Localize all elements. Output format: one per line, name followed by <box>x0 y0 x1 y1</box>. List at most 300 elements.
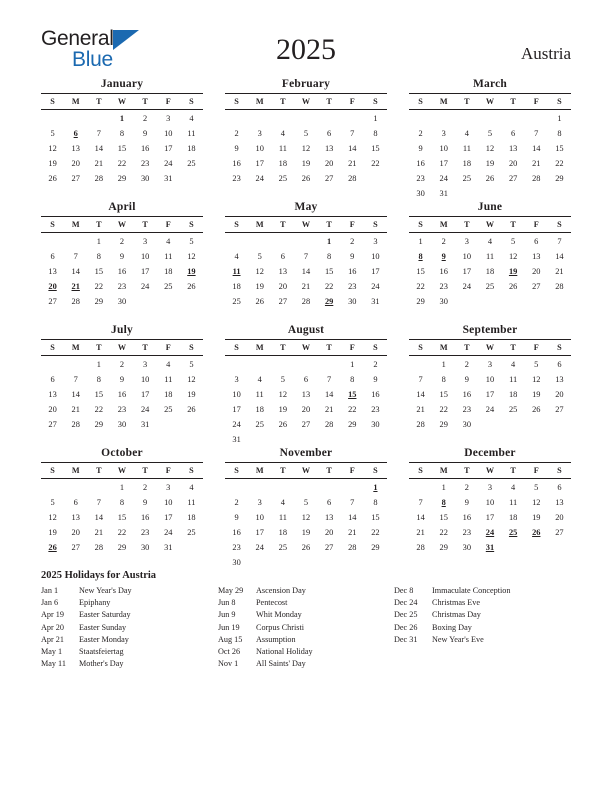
day-cell[interactable]: 26 <box>301 173 311 183</box>
day-cell[interactable]: 23 <box>439 281 448 291</box>
day-cell[interactable]: 4 <box>464 128 469 138</box>
day-cell[interactable]: 5 <box>534 482 539 492</box>
day-cell[interactable]: 8 <box>327 251 332 261</box>
day-cell[interactable]: 9 <box>373 374 378 384</box>
day-cell-holiday[interactable]: 29 <box>324 296 334 306</box>
day-cell-holiday[interactable]: 9 <box>441 251 446 261</box>
day-cell[interactable]: 29 <box>117 173 127 183</box>
day-cell[interactable]: 14 <box>416 512 425 522</box>
day-cell[interactable]: 27 <box>324 173 334 183</box>
day-cell[interactable]: 26 <box>187 281 196 291</box>
day-cell[interactable]: 1 <box>441 482 446 492</box>
day-cell[interactable]: 23 <box>232 542 241 552</box>
day-cell[interactable]: 26 <box>508 281 518 291</box>
day-cell[interactable]: 5 <box>50 497 55 507</box>
day-cell[interactable]: 29 <box>371 542 380 552</box>
day-cell[interactable]: 26 <box>278 419 288 429</box>
day-cell[interactable]: 10 <box>485 374 495 384</box>
day-cell[interactable]: 5 <box>303 497 309 507</box>
day-cell[interactable]: 1 <box>441 359 446 369</box>
day-cell[interactable]: 25 <box>508 404 518 414</box>
day-cell[interactable]: 5 <box>189 359 194 369</box>
day-cell[interactable]: 25 <box>278 173 288 183</box>
day-cell[interactable]: 4 <box>511 359 516 369</box>
day-cell[interactable]: 14 <box>324 389 334 399</box>
day-cell[interactable]: 3 <box>441 128 446 138</box>
day-cell[interactable]: 3 <box>143 236 148 246</box>
day-cell[interactable]: 4 <box>257 374 262 384</box>
day-cell[interactable]: 16 <box>117 266 127 276</box>
day-cell[interactable]: 10 <box>485 497 495 507</box>
day-cell[interactable]: 10 <box>371 251 380 261</box>
day-cell[interactable]: 12 <box>301 512 311 522</box>
day-cell[interactable]: 22 <box>94 281 104 291</box>
day-cell[interactable]: 19 <box>301 527 311 537</box>
day-cell[interactable]: 28 <box>324 419 334 429</box>
day-cell[interactable]: 23 <box>462 404 472 414</box>
day-cell[interactable]: 5 <box>189 236 194 246</box>
day-cell[interactable]: 5 <box>50 128 55 138</box>
day-cell[interactable]: 26 <box>255 296 264 306</box>
day-cell[interactable]: 13 <box>278 266 288 276</box>
day-cell[interactable]: 9 <box>119 251 125 261</box>
day-cell[interactable]: 31 <box>439 188 448 198</box>
day-cell[interactable]: 14 <box>555 251 564 261</box>
day-cell[interactable]: 9 <box>464 374 469 384</box>
day-cell[interactable]: 23 <box>371 404 380 414</box>
day-cell[interactable]: 24 <box>485 404 495 414</box>
day-cell[interactable]: 18 <box>187 512 196 522</box>
day-cell[interactable]: 22 <box>348 404 357 414</box>
day-cell[interactable]: 22 <box>439 527 448 537</box>
day-cell[interactable]: 13 <box>508 143 518 153</box>
day-cell[interactable]: 3 <box>373 236 378 246</box>
day-cell-holiday[interactable]: 11 <box>232 266 241 276</box>
day-cell[interactable]: 4 <box>487 236 493 246</box>
day-cell[interactable]: 6 <box>327 497 332 507</box>
day-cell[interactable]: 14 <box>301 266 311 276</box>
day-cell[interactable]: 6 <box>50 251 55 261</box>
day-cell[interactable]: 9 <box>234 512 239 522</box>
day-cell[interactable]: 18 <box>255 404 264 414</box>
day-cell[interactable]: 12 <box>508 251 518 261</box>
day-cell[interactable]: 22 <box>371 158 380 168</box>
day-cell[interactable]: 10 <box>255 512 264 522</box>
day-cell[interactable]: 2 <box>119 359 125 369</box>
day-cell[interactable]: 25 <box>187 158 196 168</box>
day-cell[interactable]: 20 <box>278 281 288 291</box>
day-cell[interactable]: 1 <box>418 236 423 246</box>
day-cell[interactable]: 24 <box>462 281 472 291</box>
day-cell[interactable]: 26 <box>485 173 495 183</box>
day-cell[interactable]: 6 <box>557 359 562 369</box>
day-cell[interactable]: 16 <box>462 512 472 522</box>
day-cell[interactable]: 2 <box>464 482 469 492</box>
day-cell[interactable]: 14 <box>94 512 104 522</box>
day-cell[interactable]: 8 <box>373 128 378 138</box>
day-cell[interactable]: 27 <box>48 419 57 429</box>
day-cell[interactable]: 12 <box>532 497 541 507</box>
day-cell[interactable]: 8 <box>441 374 446 384</box>
day-cell[interactable]: 28 <box>71 419 80 429</box>
day-cell[interactable]: 7 <box>73 251 78 261</box>
day-cell[interactable]: 11 <box>187 128 196 138</box>
day-cell[interactable]: 13 <box>324 143 334 153</box>
day-cell[interactable]: 13 <box>71 143 80 153</box>
day-cell[interactable]: 17 <box>164 143 173 153</box>
day-cell[interactable]: 17 <box>255 158 264 168</box>
day-cell[interactable]: 5 <box>303 128 309 138</box>
day-cell-holiday[interactable]: 8 <box>441 497 446 507</box>
day-cell[interactable]: 4 <box>280 497 285 507</box>
day-cell[interactable]: 21 <box>348 527 357 537</box>
day-cell[interactable]: 15 <box>94 389 104 399</box>
day-cell[interactable]: 8 <box>119 128 125 138</box>
day-cell[interactable]: 8 <box>96 374 101 384</box>
day-cell[interactable]: 2 <box>119 236 125 246</box>
day-cell[interactable]: 6 <box>303 374 309 384</box>
day-cell[interactable]: 18 <box>278 527 288 537</box>
day-cell[interactable]: 2 <box>441 236 446 246</box>
day-cell[interactable]: 20 <box>324 158 334 168</box>
day-cell[interactable]: 3 <box>166 482 171 492</box>
day-cell[interactable]: 27 <box>324 542 334 552</box>
day-cell[interactable]: 24 <box>164 158 173 168</box>
day-cell[interactable]: 23 <box>462 527 472 537</box>
day-cell-holiday[interactable]: 26 <box>48 542 57 552</box>
day-cell[interactable]: 26 <box>532 404 541 414</box>
day-cell[interactable]: 9 <box>143 497 148 507</box>
day-cell[interactable]: 12 <box>48 512 57 522</box>
day-cell[interactable]: 25 <box>164 404 173 414</box>
day-cell-holiday[interactable]: 24 <box>485 527 495 537</box>
day-cell[interactable]: 4 <box>166 359 171 369</box>
day-cell[interactable]: 2 <box>464 359 469 369</box>
day-cell[interactable]: 10 <box>140 251 150 261</box>
day-cell[interactable]: 14 <box>532 143 541 153</box>
day-cell[interactable]: 19 <box>301 158 311 168</box>
day-cell[interactable]: 20 <box>48 404 57 414</box>
day-cell[interactable]: 28 <box>94 173 104 183</box>
day-cell[interactable]: 11 <box>462 143 471 153</box>
day-cell[interactable]: 11 <box>164 251 173 261</box>
day-cell[interactable]: 25 <box>164 281 173 291</box>
day-cell[interactable]: 20 <box>71 158 80 168</box>
day-cell[interactable]: 30 <box>117 296 127 306</box>
day-cell[interactable]: 23 <box>140 527 150 537</box>
day-cell[interactable]: 27 <box>555 527 564 537</box>
day-cell[interactable]: 5 <box>534 359 539 369</box>
day-cell[interactable]: 29 <box>348 419 357 429</box>
day-cell[interactable]: 25 <box>232 296 241 306</box>
day-cell[interactable]: 20 <box>555 389 564 399</box>
day-cell[interactable]: 12 <box>301 143 311 153</box>
day-cell[interactable]: 18 <box>232 281 241 291</box>
day-cell[interactable]: 10 <box>232 389 241 399</box>
day-cell[interactable]: 24 <box>140 404 150 414</box>
day-cell[interactable]: 16 <box>117 389 127 399</box>
day-cell[interactable]: 15 <box>371 143 380 153</box>
day-cell[interactable]: 30 <box>140 173 150 183</box>
day-cell[interactable]: 21 <box>532 158 541 168</box>
day-cell[interactable]: 22 <box>416 281 425 291</box>
day-cell-holiday[interactable]: 20 <box>48 281 57 291</box>
day-cell[interactable]: 29 <box>439 542 448 552</box>
day-cell[interactable]: 31 <box>232 434 241 444</box>
day-cell[interactable]: 14 <box>348 512 357 522</box>
day-cell[interactable]: 25 <box>485 281 495 291</box>
day-cell-holiday[interactable]: 8 <box>418 251 423 261</box>
day-cell[interactable]: 24 <box>232 419 241 429</box>
day-cell[interactable]: 24 <box>255 173 264 183</box>
day-cell[interactable]: 18 <box>485 266 495 276</box>
day-cell[interactable]: 7 <box>534 128 539 138</box>
day-cell[interactable]: 28 <box>71 296 80 306</box>
day-cell-holiday[interactable]: 31 <box>485 542 495 552</box>
day-cell[interactable]: 10 <box>462 251 472 261</box>
day-cell[interactable]: 21 <box>94 158 104 168</box>
day-cell[interactable]: 19 <box>255 281 264 291</box>
day-cell[interactable]: 14 <box>71 389 80 399</box>
day-cell[interactable]: 17 <box>485 389 495 399</box>
day-cell[interactable]: 6 <box>511 128 516 138</box>
day-cell[interactable]: 21 <box>416 527 425 537</box>
day-cell[interactable]: 23 <box>140 158 150 168</box>
day-cell[interactable]: 6 <box>73 497 78 507</box>
day-cell[interactable]: 3 <box>257 128 262 138</box>
day-cell[interactable]: 1 <box>350 359 355 369</box>
day-cell[interactable]: 18 <box>508 389 518 399</box>
day-cell-holiday[interactable]: 19 <box>508 266 518 276</box>
day-cell[interactable]: 15 <box>416 266 425 276</box>
day-cell[interactable]: 26 <box>187 404 196 414</box>
day-cell[interactable]: 22 <box>371 527 380 537</box>
day-cell[interactable]: 12 <box>278 389 288 399</box>
day-cell[interactable]: 13 <box>71 512 80 522</box>
day-cell[interactable]: 14 <box>71 266 80 276</box>
day-cell[interactable]: 19 <box>532 389 541 399</box>
day-cell[interactable]: 4 <box>234 251 239 261</box>
day-cell[interactable]: 22 <box>117 158 127 168</box>
day-cell[interactable]: 31 <box>164 542 173 552</box>
day-cell[interactable]: 16 <box>232 158 241 168</box>
day-cell[interactable]: 20 <box>532 266 541 276</box>
day-cell[interactable]: 22 <box>117 527 127 537</box>
day-cell[interactable]: 28 <box>94 542 104 552</box>
day-cell[interactable]: 7 <box>303 251 309 261</box>
day-cell[interactable]: 18 <box>462 158 472 168</box>
day-cell[interactable]: 18 <box>508 512 518 522</box>
day-cell[interactable]: 11 <box>278 512 287 522</box>
day-cell[interactable]: 7 <box>418 497 423 507</box>
day-cell[interactable]: 4 <box>189 113 194 123</box>
day-cell[interactable]: 30 <box>462 542 472 552</box>
day-cell[interactable]: 27 <box>532 281 541 291</box>
day-cell[interactable]: 7 <box>350 128 355 138</box>
day-cell[interactable]: 10 <box>164 128 173 138</box>
day-cell[interactable]: 25 <box>462 173 472 183</box>
day-cell[interactable]: 17 <box>164 512 173 522</box>
day-cell[interactable]: 11 <box>485 251 495 261</box>
day-cell[interactable]: 3 <box>143 359 148 369</box>
day-cell[interactable]: 1 <box>96 359 101 369</box>
day-cell-holiday[interactable]: 25 <box>508 527 518 537</box>
day-cell[interactable]: 17 <box>140 389 150 399</box>
day-cell[interactable]: 16 <box>416 158 425 168</box>
day-cell[interactable]: 5 <box>257 251 262 261</box>
day-cell[interactable]: 25 <box>278 542 288 552</box>
day-cell[interactable]: 7 <box>418 374 423 384</box>
day-cell[interactable]: 13 <box>48 266 57 276</box>
day-cell[interactable]: 16 <box>140 512 150 522</box>
day-cell[interactable]: 15 <box>117 512 127 522</box>
day-cell-holiday[interactable]: 1 <box>119 113 125 123</box>
day-cell[interactable]: 28 <box>348 542 357 552</box>
day-cell[interactable]: 2 <box>234 497 239 507</box>
day-cell[interactable]: 15 <box>117 143 127 153</box>
day-cell[interactable]: 16 <box>462 389 472 399</box>
day-cell[interactable]: 16 <box>140 143 150 153</box>
day-cell[interactable]: 30 <box>348 296 357 306</box>
day-cell[interactable]: 8 <box>557 128 562 138</box>
day-cell[interactable]: 2 <box>143 113 148 123</box>
day-cell[interactable]: 7 <box>96 497 101 507</box>
day-cell[interactable]: 5 <box>511 236 516 246</box>
day-cell[interactable]: 18 <box>278 158 288 168</box>
day-cell[interactable]: 7 <box>557 236 562 246</box>
day-cell[interactable]: 8 <box>373 497 378 507</box>
day-cell[interactable]: 19 <box>278 404 288 414</box>
day-cell[interactable]: 4 <box>511 482 516 492</box>
day-cell[interactable]: 6 <box>280 251 285 261</box>
day-cell[interactable]: 29 <box>94 296 104 306</box>
day-cell[interactable]: 7 <box>73 374 78 384</box>
day-cell[interactable]: 11 <box>187 497 196 507</box>
day-cell[interactable]: 23 <box>117 404 127 414</box>
day-cell[interactable]: 28 <box>416 542 425 552</box>
day-cell[interactable]: 17 <box>439 158 448 168</box>
day-cell[interactable]: 30 <box>462 419 472 429</box>
day-cell[interactable]: 1 <box>96 236 101 246</box>
day-cell[interactable]: 9 <box>464 497 469 507</box>
day-cell[interactable]: 28 <box>555 281 564 291</box>
day-cell[interactable]: 12 <box>485 143 495 153</box>
day-cell[interactable]: 12 <box>255 266 264 276</box>
day-cell[interactable]: 8 <box>96 251 101 261</box>
day-cell[interactable]: 11 <box>509 374 518 384</box>
day-cell[interactable]: 22 <box>555 158 564 168</box>
day-cell[interactable]: 30 <box>439 296 448 306</box>
day-cell[interactable]: 8 <box>119 497 125 507</box>
day-cell[interactable]: 22 <box>324 281 334 291</box>
day-cell[interactable]: 18 <box>164 266 173 276</box>
day-cell[interactable]: 3 <box>487 482 493 492</box>
day-cell[interactable]: 9 <box>143 128 148 138</box>
day-cell[interactable]: 26 <box>301 542 311 552</box>
day-cell[interactable]: 26 <box>48 173 57 183</box>
day-cell[interactable]: 13 <box>555 497 564 507</box>
day-cell[interactable]: 4 <box>280 128 285 138</box>
day-cell[interactable]: 4 <box>189 482 194 492</box>
day-cell[interactable]: 21 <box>555 266 564 276</box>
day-cell[interactable]: 8 <box>350 374 355 384</box>
day-cell[interactable]: 2 <box>418 128 423 138</box>
day-cell[interactable]: 21 <box>71 404 80 414</box>
day-cell[interactable]: 10 <box>255 143 264 153</box>
day-cell[interactable]: 24 <box>439 173 448 183</box>
day-cell[interactable]: 6 <box>327 128 332 138</box>
day-cell[interactable]: 23 <box>232 173 241 183</box>
day-cell[interactable]: 21 <box>348 158 357 168</box>
day-cell[interactable]: 27 <box>48 296 57 306</box>
day-cell[interactable]: 13 <box>48 389 57 399</box>
day-cell-holiday[interactable]: 26 <box>532 527 541 537</box>
day-cell[interactable]: 19 <box>48 158 57 168</box>
day-cell[interactable]: 6 <box>534 236 539 246</box>
day-cell[interactable]: 9 <box>119 374 125 384</box>
day-cell[interactable]: 7 <box>327 374 332 384</box>
day-cell[interactable]: 15 <box>439 389 448 399</box>
day-cell[interactable]: 17 <box>462 266 472 276</box>
day-cell[interactable]: 31 <box>164 173 173 183</box>
day-cell[interactable]: 3 <box>166 113 171 123</box>
day-cell[interactable]: 22 <box>439 404 448 414</box>
day-cell[interactable]: 3 <box>487 359 493 369</box>
day-cell[interactable]: 2 <box>350 236 355 246</box>
day-cell[interactable]: 23 <box>348 281 357 291</box>
day-cell[interactable]: 27 <box>555 404 564 414</box>
day-cell[interactable]: 20 <box>324 527 334 537</box>
day-cell[interactable]: 22 <box>94 404 104 414</box>
day-cell[interactable]: 18 <box>187 143 196 153</box>
day-cell[interactable]: 9 <box>350 251 355 261</box>
day-cell[interactable]: 7 <box>350 497 355 507</box>
day-cell[interactable]: 21 <box>416 404 425 414</box>
day-cell[interactable]: 27 <box>508 173 518 183</box>
day-cell[interactable]: 30 <box>232 557 241 567</box>
day-cell[interactable]: 19 <box>187 389 196 399</box>
day-cell[interactable]: 29 <box>117 542 127 552</box>
day-cell[interactable]: 29 <box>439 419 448 429</box>
day-cell[interactable]: 10 <box>164 497 173 507</box>
day-cell[interactable]: 13 <box>324 512 334 522</box>
day-cell[interactable]: 10 <box>439 143 448 153</box>
day-cell[interactable]: 1 <box>557 113 562 123</box>
day-cell[interactable]: 9 <box>418 143 423 153</box>
day-cell-holiday[interactable]: 15 <box>348 389 357 399</box>
day-cell[interactable]: 10 <box>140 374 150 384</box>
day-cell[interactable]: 19 <box>485 158 495 168</box>
day-cell[interactable]: 28 <box>301 296 311 306</box>
day-cell[interactable]: 24 <box>371 281 380 291</box>
day-cell[interactable]: 25 <box>255 419 264 429</box>
day-cell[interactable]: 15 <box>94 266 104 276</box>
day-cell-holiday[interactable]: 1 <box>373 482 378 492</box>
day-cell[interactable]: 2 <box>234 128 239 138</box>
day-cell[interactable]: 13 <box>555 374 564 384</box>
day-cell[interactable]: 16 <box>232 527 241 537</box>
day-cell-holiday[interactable]: 19 <box>187 266 196 276</box>
day-cell[interactable]: 7 <box>96 128 101 138</box>
day-cell[interactable]: 17 <box>140 266 150 276</box>
day-cell[interactable]: 20 <box>508 158 518 168</box>
day-cell[interactable]: 15 <box>439 512 448 522</box>
day-cell[interactable]: 5 <box>487 128 493 138</box>
day-cell[interactable]: 24 <box>255 542 264 552</box>
day-cell[interactable]: 14 <box>94 143 104 153</box>
day-cell[interactable]: 17 <box>255 527 264 537</box>
day-cell[interactable]: 23 <box>117 281 127 291</box>
